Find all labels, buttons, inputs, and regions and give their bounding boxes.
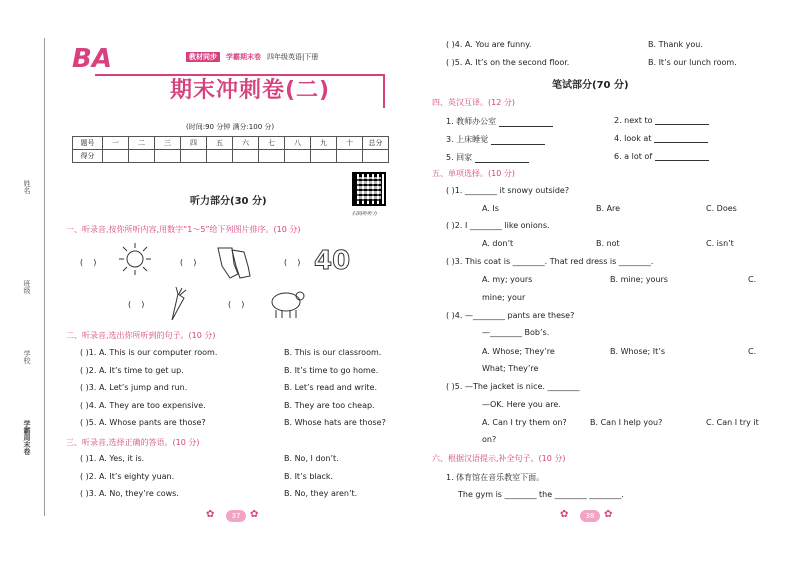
q5-2-option-c[interactable]: C. isn’t <box>706 239 734 248</box>
listen3-option-b[interactable]: B. No, I don’t. <box>284 454 339 463</box>
listen3-right-option-b[interactable]: B. It’s our lunch room. <box>648 58 737 67</box>
score-cell[interactable] <box>103 150 129 163</box>
score-header-cell: 四 <box>181 137 207 150</box>
qr-caption: 扫码听听力 <box>352 211 378 217</box>
q5-4-line2: —________ Bob’s. <box>482 328 550 337</box>
brand-vertical: 学霸周末卷 <box>23 420 31 455</box>
q5-5-option-a[interactable]: A. Can I try them on? <box>482 418 567 427</box>
score-cell[interactable] <box>285 150 311 163</box>
score-cell[interactable] <box>337 150 363 163</box>
listen2-option-a[interactable]: ( )1. A. This is our computer room. <box>80 348 218 357</box>
number-forty: 40 <box>314 246 351 276</box>
listen2-option-b[interactable]: B. Whose hats are those? <box>284 418 386 428</box>
sun-icon <box>118 242 152 276</box>
listen2-option-a[interactable]: ( )3. A. Let’s jump and run. <box>80 383 188 393</box>
q5-1-option-b[interactable]: B. Are <box>596 204 621 213</box>
listen2-option-a[interactable]: ( )2. A. It’s time to get up. <box>80 365 184 375</box>
score-header-cell: 十 <box>337 137 363 150</box>
score-cell[interactable] <box>233 150 259 163</box>
score-header-cell: 五 <box>207 137 233 150</box>
listen3-option-a[interactable]: ( )3. A. No, they’re cows. <box>80 489 179 499</box>
page-number-left: 37 <box>226 510 246 522</box>
q6-1: 1. 体育馆在音乐教室下面。 <box>446 473 545 482</box>
q5-3-option-c-text: mine; your <box>482 293 526 302</box>
score-header-cell: 题号 <box>73 137 103 150</box>
written-title: 笔试部分(70 分) <box>552 80 629 91</box>
score-header-cell: 一 <box>103 137 129 150</box>
listen3-option-b[interactable]: B. It’s black. <box>284 471 334 481</box>
listen3-option-a[interactable]: ( )2. A. It’s eighty yuan. <box>80 471 175 481</box>
score-header-cell: 二 <box>129 137 155 150</box>
school-label: 学校 <box>23 350 31 364</box>
section3-title: 三、听录音,选择正确的答语。(10 分) <box>66 438 200 447</box>
translate-item[interactable]: 3. 上床睡觉 <box>446 134 545 145</box>
score-cell[interactable] <box>155 150 181 163</box>
translate-item[interactable]: 1. 教师办公室 <box>446 116 553 127</box>
score-cell[interactable] <box>181 150 207 163</box>
q5-4-option-b[interactable]: B. Whose; It’s <box>610 347 665 356</box>
score-header-cell: 三 <box>155 137 181 150</box>
time-info: (时间:90 分钟 满分:100 分) <box>186 123 275 131</box>
q5-3-option-c[interactable]: C. <box>748 275 757 284</box>
section4-title: 四、英汉互译。(12 分) <box>432 98 515 107</box>
q5-2-option-b[interactable]: B. not <box>596 239 620 248</box>
section6-title: 六、根据汉语提示,补全句子。(10 分) <box>432 454 566 463</box>
score-header-cell: 九 <box>311 137 337 150</box>
score-row-label: 得分 <box>73 150 103 163</box>
listening-title: 听力部分(30 分) <box>190 196 267 207</box>
section2-title: 二、听录音,选出你所听到的句子。(10 分) <box>66 331 216 340</box>
q5-3[interactable]: ( )3. This coat is ________. That red dress is ________. <box>446 257 654 266</box>
listen3-right-option-a[interactable]: ( )4. A. You are funny. <box>446 40 532 49</box>
score-cell[interactable] <box>259 150 285 163</box>
carrot-icon <box>166 286 190 322</box>
q5-1-option-a[interactable]: A. Is <box>482 204 499 213</box>
score-header-cell: 六 <box>233 137 259 150</box>
score-cell[interactable] <box>363 150 389 163</box>
score-cell[interactable] <box>311 150 337 163</box>
score-header-cell: 七 <box>259 137 285 150</box>
answer-box-1[interactable]: ( ) <box>80 258 97 267</box>
listen2-option-a[interactable]: ( )5. A. Whose pants are those? <box>80 418 206 428</box>
gloves-icon <box>214 244 254 280</box>
listen3-right-option-b[interactable]: B. Thank you. <box>648 40 703 49</box>
listen2-option-b[interactable]: B. It’s time to go home. <box>284 365 379 375</box>
q5-2[interactable]: ( )2. I ________ like onions. <box>446 221 550 230</box>
page-number-right: 38 <box>580 510 600 522</box>
answer-box-3[interactable]: ( ) <box>284 258 301 267</box>
q5-1-option-c[interactable]: C. Does <box>706 204 737 213</box>
section5-title: 五、单项选择。(10 分) <box>432 169 515 178</box>
page-title: 期末冲刺卷(二) <box>170 78 331 103</box>
qr-code[interactable] <box>352 172 386 206</box>
class-label: 班级 <box>23 280 31 294</box>
header-labels: 教材同步 学霸期末卷 四年级英语|下册 <box>186 52 318 62</box>
q5-5-line2: —OK. Here you are. <box>482 400 561 409</box>
translate-item[interactable]: 4. look at <box>614 134 708 143</box>
score-cell[interactable] <box>129 150 155 163</box>
q5-5-option-c[interactable]: C. Can I try it <box>706 418 759 427</box>
q5-5-option-b[interactable]: B. Can I help you? <box>590 418 663 427</box>
flower-icon: ✿ <box>206 509 215 520</box>
answer-box-4[interactable]: ( ) <box>128 300 145 309</box>
answer-blank[interactable] <box>655 117 709 125</box>
sheep-icon <box>264 286 308 320</box>
q5-1[interactable]: ( )1. ________ it snowy outside? <box>446 186 570 195</box>
listen2-option-a[interactable]: ( )4. A. They are too expensive. <box>80 400 206 410</box>
translate-item[interactable]: 5. 回家 <box>446 152 529 163</box>
q5-4-option-c[interactable]: C. <box>748 347 757 356</box>
score-header-cell: 八 <box>285 137 311 150</box>
listen3-right-option-a[interactable]: ( )5. A. It’s on the second floor. <box>446 58 570 67</box>
translate-item[interactable]: 6. a lot of <box>614 152 709 161</box>
q5-5-option-c-text: on? <box>482 435 497 444</box>
answer-box-5[interactable]: ( ) <box>228 300 245 309</box>
answer-box-2[interactable]: ( ) <box>180 258 197 267</box>
listen2-option-b[interactable]: B. They are too cheap. <box>284 400 375 410</box>
score-header-cell: 总分 <box>363 137 389 150</box>
q5-5[interactable]: ( )5. —The jacket is nice. ________ <box>446 382 580 391</box>
answer-blank[interactable] <box>654 135 708 143</box>
answer-blank[interactable] <box>655 153 709 161</box>
q5-2-option-a[interactable]: A. don’t <box>482 239 514 248</box>
q6-1-answer[interactable]: The gym is ________ the ________ ________. <box>458 490 624 499</box>
answer-blank[interactable] <box>499 119 553 127</box>
listen2-option-b[interactable]: B. Let’s read and write. <box>284 383 378 393</box>
answer-blank[interactable] <box>491 137 545 145</box>
listen2-option-b[interactable]: B. This is our classroom. <box>284 348 382 357</box>
listen3-option-b[interactable]: B. No, they aren’t. <box>284 489 358 499</box>
q5-4-option-c-text: What; They’re <box>482 364 539 373</box>
section1-title: 一、听录音,按你所听内容,用数字“1～5”给下列图片排序。(10 分) <box>66 225 301 234</box>
q5-4[interactable]: ( )4. —________ pants are these? <box>446 311 575 320</box>
translate-item[interactable]: 2. next to <box>614 116 709 125</box>
name-label: 姓名 <box>23 180 31 194</box>
score-cell[interactable] <box>207 150 233 163</box>
answer-blank[interactable] <box>475 155 529 163</box>
q5-4-option-a[interactable]: A. Whose; They’re <box>482 347 555 356</box>
q5-3-option-a[interactable]: A. my; yours <box>482 275 533 284</box>
listen3-option-a[interactable]: ( )1. A. Yes, it is. <box>80 454 145 463</box>
flower-icon: ✿ <box>250 509 259 520</box>
logo: BA <box>72 44 112 74</box>
binding-line <box>44 38 45 516</box>
flower-icon: ✿ <box>560 509 569 520</box>
score-table <box>72 136 389 163</box>
q5-3-option-b[interactable]: B. mine; yours <box>610 275 668 284</box>
flower-icon: ✿ <box>604 509 613 520</box>
